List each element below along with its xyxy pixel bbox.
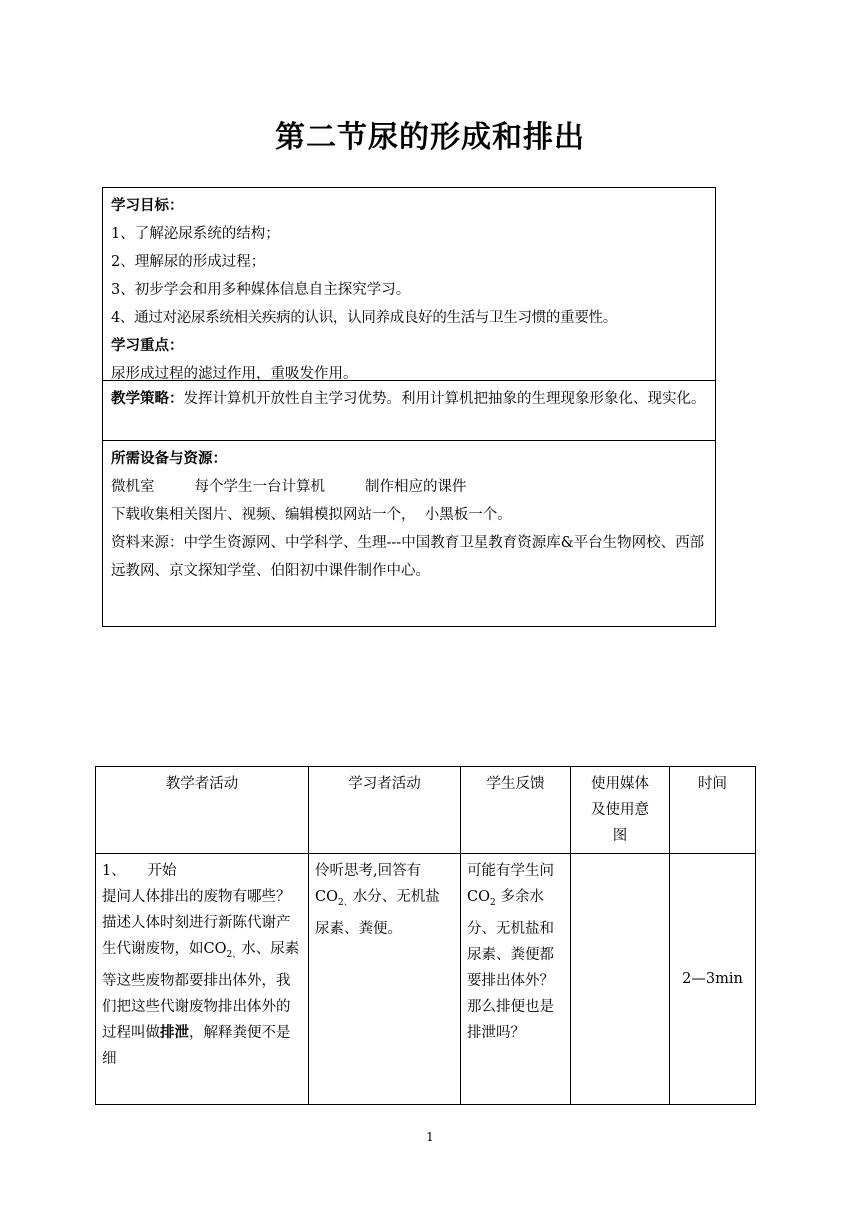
objective-item: 1、了解泌尿系统的结构；	[111, 226, 280, 242]
co2-subscript: 2	[489, 897, 496, 908]
strategy-text: 发挥计算机开放性自主学习优势。利用计算机把抽象的生理现象形象化、现实化。	[183, 391, 706, 407]
teacher-question: 提问人体排出的废物有哪些？	[102, 889, 291, 905]
sources-line: 资料来源：中学生资源网、中学科学、生理---中国教育卫星教育资源库&平台生物网校、西部远教网、京文探知学堂、伯阳初中课件制作中心。	[111, 535, 705, 579]
resources-heading: 所需设备与资源：	[111, 451, 227, 467]
co2-subscript: 2、	[337, 897, 353, 908]
equipment-item: 微机室	[111, 479, 155, 495]
strategy-heading: 教学策略：	[111, 391, 184, 407]
feedback-text: 多余水分、无机盐和尿素、粪便都要排出体外？那么排便也是排泄吗？	[467, 889, 554, 1041]
key-points-text: 尿形成过程的滤过作用，重吸发作用。	[111, 366, 358, 382]
header-teacher: 教学者活动	[96, 767, 309, 854]
download-line: 下载收集相关图片、视频、编辑模拟网站一个， 小黑板一个。	[111, 507, 512, 523]
learner-text: 水分、无机盐尿素、粪便。	[315, 889, 440, 937]
strategy-box	[102, 380, 716, 441]
objective-item: 2、理解尿的形成过程；	[111, 254, 266, 270]
equipment-item: 制作相应的课件	[365, 479, 467, 495]
table-header-row	[96, 767, 756, 854]
objective-item: 4、通过对泌尿系统相关疾病的认识，认同养成良好的生活与卫生习惯的重要性。	[111, 310, 617, 326]
teacher-activity-cell	[96, 854, 309, 1105]
strategy-paragraph	[111, 385, 707, 413]
teacher-desc-part: 描述人体时刻进行新陈代谢产生代谢废物，如CO	[102, 915, 291, 957]
page-title: 第二节尿的形成和排出	[275, 120, 585, 155]
feedback-text: 可能有学生问 CO	[467, 863, 554, 905]
key-points-heading: 学习重点：	[111, 338, 184, 354]
equipment-item: 每个学生一台计算机	[194, 479, 325, 495]
equipment-line	[111, 473, 707, 501]
learner-text: 伶听思考,回答有CO	[315, 863, 422, 905]
lesson-table	[95, 766, 756, 1105]
header-media: 使用媒体及使用意图	[571, 767, 670, 854]
header-feedback: 学生反馈	[461, 767, 571, 854]
feedback-cell	[461, 854, 571, 1105]
teacher-desc-part: ，解释粪便不是细	[102, 1024, 291, 1067]
teacher-desc-part: 水、尿素等这些废物都要排出体外，我们把这些代谢废物排出体外的过程叫做	[102, 941, 300, 1041]
teacher-step: 1、 开始	[102, 863, 177, 879]
header-learner: 学习者活动	[309, 767, 461, 854]
objective-item: 3、初步学会和用多种媒体信息自主探究学习。	[111, 282, 411, 298]
resources-box	[102, 440, 716, 627]
excretion-term: 排泄	[160, 1024, 189, 1041]
table-row	[96, 854, 756, 1105]
objectives-box	[102, 187, 716, 381]
media-cell	[571, 854, 670, 1105]
header-time: 时间	[670, 767, 756, 854]
time-cell: 2—3min	[670, 854, 756, 1105]
teacher-description	[102, 910, 302, 1072]
learner-activity-cell	[309, 854, 461, 1105]
page-number: 1	[426, 1130, 434, 1144]
objectives-heading: 学习目标：	[111, 198, 184, 214]
co2-subscript: 2、	[226, 949, 242, 960]
